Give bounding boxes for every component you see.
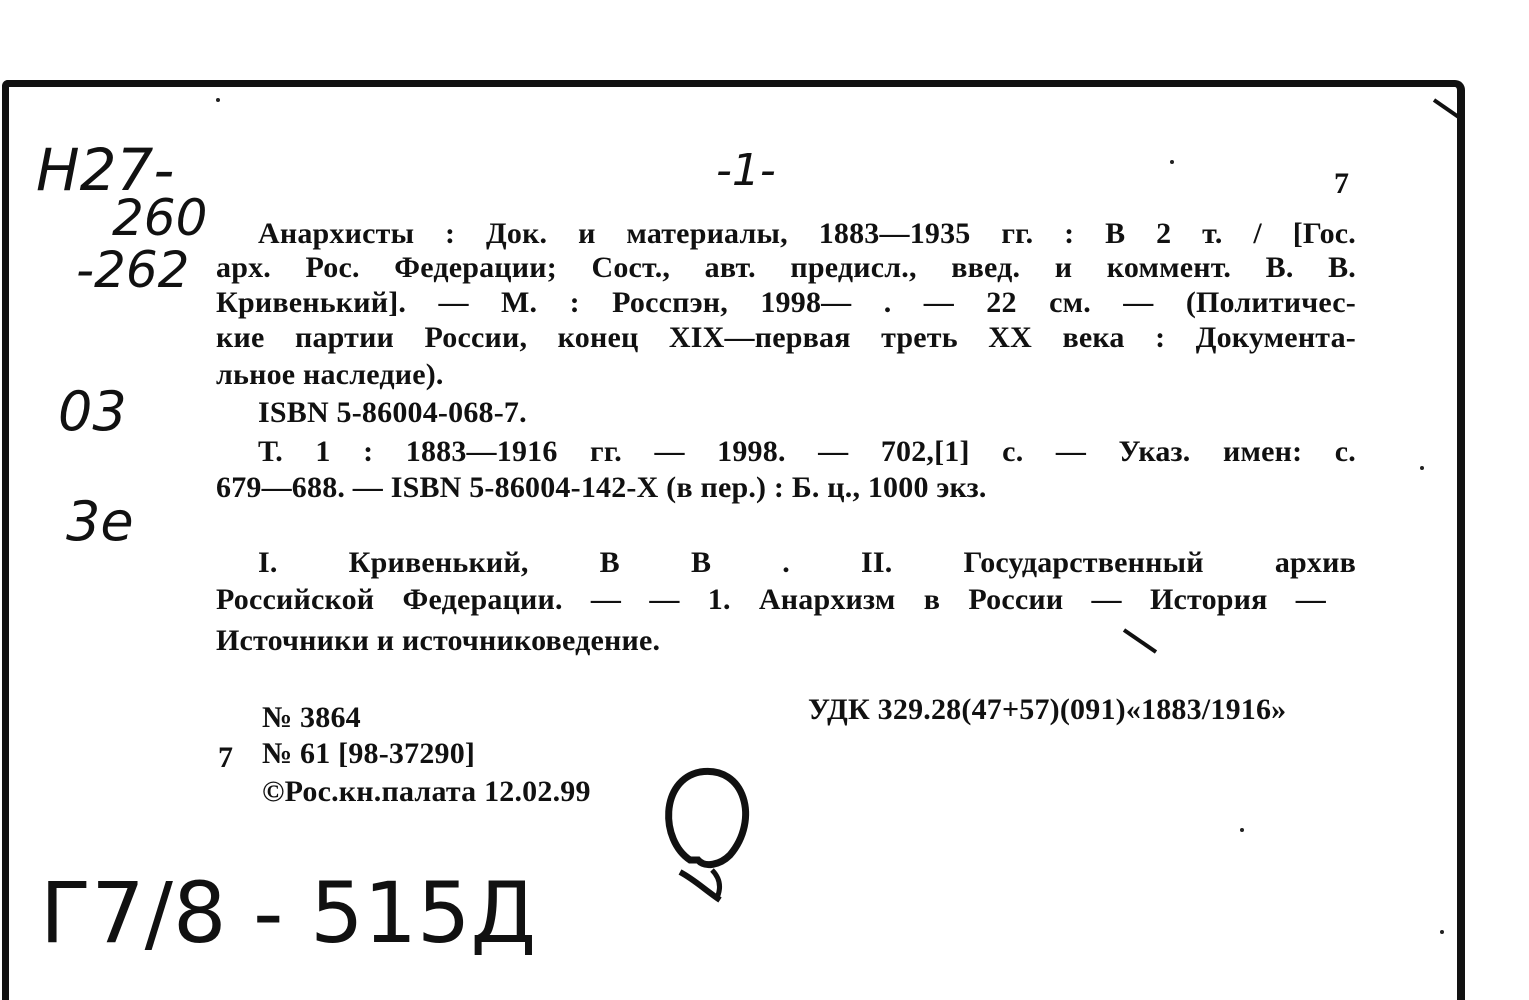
handwritten-number-262: -262 bbox=[76, 241, 190, 299]
handwritten-code-03: 03 bbox=[58, 380, 127, 443]
handwritten-code-3e: 3е bbox=[66, 490, 134, 553]
isbn-line: ISBN 5-86004-068-7. bbox=[258, 396, 527, 429]
body-line-5: льное наследие). bbox=[216, 358, 444, 391]
udk-code: УДК 329.28(47+57)(091)«1883/1916» bbox=[808, 693, 1287, 726]
body-line-3: Кривенький]. — М. : Росспэн, 1998— . — 22 см. — (Политичес- bbox=[216, 286, 1356, 319]
body-line-1: Анархисты : Док. и материалы, 1883—1935 гг. : В 2 т. / [Гос. bbox=[258, 217, 1356, 250]
speckle bbox=[1420, 466, 1424, 470]
card-number-prefix: 7 bbox=[218, 741, 234, 774]
copyright-line: ©Рос.кн.палата 12.02.99 bbox=[262, 775, 591, 808]
handwritten-shelf-mark: Н27- bbox=[36, 136, 175, 204]
subject-line-1: I. Кривенький, В В . II. Государственный архив bbox=[258, 546, 1356, 579]
volume-line-2: 679—688. — ISBN 5-86004-142-X (в пер.) : Б. ц., 1000 экз. bbox=[216, 471, 987, 504]
record-number: № 3864 bbox=[262, 701, 361, 734]
speckle bbox=[1440, 930, 1444, 934]
speckle bbox=[1170, 160, 1174, 164]
speckle bbox=[1240, 828, 1244, 832]
subject-line-2: Российской Федерации. — — 1. Анархизм в России — История — bbox=[216, 583, 1326, 616]
handwritten-bottom-mark: Г7/8 - 515Д bbox=[40, 864, 537, 962]
volume-line-1: Т. 1 : 1883—1916 гг. — 1998. — 702,[1] с. — Указ. имен: с. bbox=[258, 435, 1356, 468]
speckle bbox=[216, 98, 220, 102]
corner-number: 7 bbox=[1334, 167, 1350, 200]
card-number: № 61 [98-37290] bbox=[262, 737, 476, 770]
handwritten-number-260: 260 bbox=[112, 189, 208, 247]
body-line-4: кие партии России, конец XIX—первая треть XX века : Документа- bbox=[216, 321, 1356, 354]
handwritten-mark-1: -1- bbox=[716, 145, 776, 196]
body-line-2: арх. Рос. Федерации; Сост., авт. предисл., введ. и коммент. В. В. bbox=[216, 251, 1356, 284]
stray-stroke-top-right bbox=[1430, 96, 1470, 126]
stray-stroke-mid bbox=[1120, 626, 1164, 660]
handwritten-loop-mark bbox=[650, 760, 770, 910]
subject-line-3: Источники и источниковедение. bbox=[216, 624, 661, 657]
